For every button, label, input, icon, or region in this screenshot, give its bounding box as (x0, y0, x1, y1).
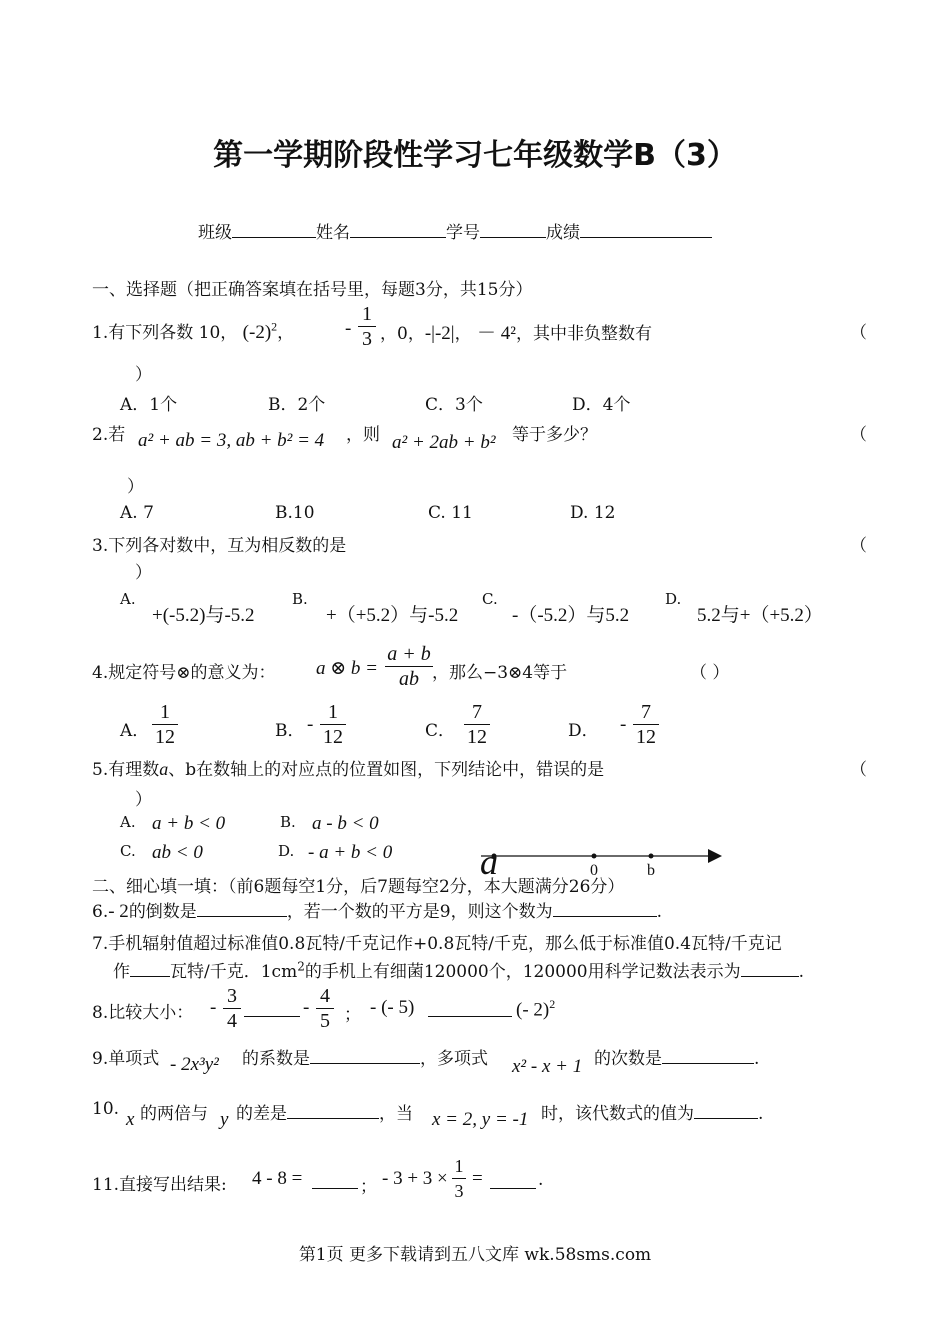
q1-lead: 1.有下列各数 10， (92, 323, 238, 343)
q10-text-2: 的差是 ，当 (236, 1099, 413, 1124)
class-blank[interactable] (232, 219, 316, 238)
q9-lead: 9.单项式 (92, 1049, 160, 1069)
q6-expr: - 2 (108, 901, 129, 922)
point-b-dot (649, 854, 654, 859)
score-blank[interactable] (580, 219, 712, 238)
q3-option-b-label: B. (292, 590, 308, 608)
q3-option-c-label: C. (482, 590, 498, 608)
q4-option-c[interactable]: 7 12 (464, 700, 490, 749)
axis-label-zero: 0 (590, 862, 598, 879)
q1-term-neg2-squared: $(-2)^2$ (242, 319, 278, 343)
q10-condition: x = 2, y = -1 (432, 1109, 529, 1130)
q2-target-expr: a² + 2ab + b² (392, 432, 496, 453)
q10-text-1: 的两倍与 (140, 1104, 208, 1124)
q4-option-d-sign: - (620, 714, 627, 735)
q1-neg4-squared: － 4² (477, 323, 516, 344)
q2-option-c[interactable]: C. 11 (428, 503, 473, 523)
q2-paren-open: （ (850, 425, 867, 445)
q5-option-a[interactable]: a + b < 0 (152, 813, 226, 834)
q11-expr-2: - 3 + 3 × (382, 1168, 448, 1189)
q9-text-2: 的系数是 ，多项式 (242, 1044, 488, 1069)
q2-tail: 等于多少？ (512, 425, 597, 445)
q11-fraction: 1 3 (452, 1154, 466, 1203)
q10-blank-2[interactable] (694, 1100, 758, 1119)
q11-equals: = (472, 1168, 483, 1189)
q5-paren-open: （ (850, 760, 867, 780)
q1-fraction-one-third: 1 3 (358, 302, 376, 351)
q5-option-d[interactable]: - a + b < 0 (308, 842, 393, 863)
axis-label-a: a (480, 842, 498, 882)
q8-sign-2: - (303, 997, 310, 1018)
q3-option-d-label: D. (665, 590, 682, 608)
q5-option-b[interactable]: a - b < 0 (312, 813, 379, 834)
q1-tail: ，0，-|-2|， － 4²，其中非负整数有 (380, 323, 652, 344)
q5-option-b-label: B. (280, 813, 296, 831)
q10-y: y (220, 1109, 229, 1130)
point-zero-dot (592, 854, 597, 859)
q1-option-c[interactable]: C．3个 (425, 395, 483, 415)
q7-line2: 作 瓦特/千克．$1cm^2$的手机上有细菌120000个，120000用科学记数法表示为 . (113, 959, 805, 982)
number-blank[interactable] (480, 219, 546, 238)
q6-blank-1[interactable] (197, 898, 287, 917)
q10-x: x (126, 1109, 135, 1130)
q2-lead: 2.若 (92, 425, 126, 445)
q8-lead: 8.比较大小： (92, 1003, 194, 1023)
q3-lead: 3.下列各对数中，互为相反数的是 (92, 536, 347, 556)
q4-paren: （ ） (690, 663, 730, 683)
number-label: 学号 (446, 223, 480, 243)
q9-blank-2[interactable] (662, 1045, 754, 1064)
q10-lead: 10. (92, 1099, 120, 1119)
page-title: 第一学期阶段性学习七年级数学B（3） (213, 138, 737, 173)
q4-option-a[interactable]: 1 12 (152, 700, 178, 749)
q8-sign-1: - (210, 997, 217, 1018)
name-label: 姓名 (316, 223, 350, 243)
q4-option-c-label: C． (425, 721, 456, 741)
axis-label-b: b (647, 862, 655, 879)
q5-option-c-label: C. (120, 842, 136, 860)
q7-blank-1[interactable] (130, 958, 170, 977)
q5-option-c[interactable]: ab < 0 (152, 842, 203, 863)
q3-option-a[interactable]: +(-5.2)与-5.2 (152, 605, 255, 626)
q3-option-a-label: A. (120, 590, 136, 608)
q11-blank-1[interactable] (312, 1170, 358, 1189)
section1-heading: 一、选择题（把正确答案填在括号里，每题3分，共15分） (92, 280, 533, 300)
q9-monomial: - 2x³y² (170, 1054, 219, 1075)
q2-paren-close: ） (127, 477, 144, 497)
q11-expr-1: 4 - 8 = (252, 1168, 303, 1189)
q4-option-a-label: A． (120, 721, 150, 741)
q9-blank-1[interactable] (310, 1045, 420, 1064)
q3-option-d[interactable]: 5.2与+（+5.2） (697, 605, 823, 626)
q2-option-d[interactable]: D. 12 (570, 503, 616, 523)
q8-expr-1: - (- 5) (370, 997, 415, 1018)
q8-expr-2: (- 2)$^2$ (516, 997, 556, 1021)
q4-tail: ，那么−3⊗4等于 (432, 663, 568, 683)
q11-lead: 11.直接写出结果: (92, 1175, 227, 1195)
q8-fraction-1: 3 4 (223, 984, 241, 1033)
q11-end: . (538, 1170, 544, 1190)
q7-line1: 7.手机辐射值超过标准值0.8瓦特/千克记作+0.8瓦特/千克，那么低于标准值0.4瓦特/千克记 (92, 934, 782, 954)
q8-fraction-2: 4 5 (316, 984, 334, 1033)
q3-option-b[interactable]: +（+5.2）与-5.2 (326, 605, 459, 626)
name-blank[interactable] (350, 219, 446, 238)
q4-option-d[interactable]: 7 12 (633, 700, 659, 749)
q2-option-b[interactable]: B.10 (275, 503, 315, 523)
q6-blank-2[interactable] (553, 898, 657, 917)
q2-option-a[interactable]: A. 7 (120, 503, 154, 523)
q5-paren-close: ） (135, 790, 152, 810)
q10-text-3: 时，该代数式的值为 . (541, 1099, 763, 1124)
q1-option-d[interactable]: D．4个 (572, 395, 631, 415)
q8-semicolon: ； (344, 1005, 361, 1025)
q3-paren-open: （ (850, 536, 867, 556)
q8-blank-2[interactable] (428, 998, 512, 1017)
q4-definition-fraction: a + b ab (385, 642, 433, 691)
page-footer: 第1页 更多下载请到五八文库 wk.58sms.com (298, 1245, 652, 1265)
q3-option-c[interactable]: -（-5.2）与5.2 (512, 605, 630, 626)
q4-lead: 4.规定符号⊗的意义为： (92, 663, 276, 683)
q6-text: 6.- 2的倒数是 ，若一个数的平方是9，则这个数为 . (92, 897, 662, 923)
q5-option-d-label: D. (278, 842, 295, 860)
section2-heading: 二、细心填一填：（前6题每空1分，后7题每空2分，本大题满分26分） (92, 877, 625, 897)
q2-mid: ，则 (346, 425, 380, 445)
q4-option-b-label: B． (275, 721, 305, 741)
q5-option-a-label: A. (120, 813, 136, 831)
q2-condition: a² + ab = 3, ab + b² = 4 (138, 430, 325, 451)
q9-polynomial: x² - x + 1 (512, 1056, 583, 1077)
q7-blank-2[interactable] (741, 958, 799, 977)
q1-option-b[interactable]: B．2个 (268, 395, 326, 415)
score-label: 成绩 (546, 223, 580, 243)
q11-semicolon: ； (360, 1177, 377, 1197)
class-label: 班级 (198, 223, 232, 243)
q9-text-3: 的次数是 . (594, 1044, 759, 1069)
q4-option-b[interactable]: 1 12 (320, 700, 346, 749)
q1-option-a[interactable]: A．1个 (120, 395, 178, 415)
student-info-line (198, 218, 712, 243)
q1-neg-abs: -|-2| (424, 323, 455, 344)
q4-option-d-label: D． (568, 721, 599, 741)
q3-paren-close: ） (135, 563, 152, 583)
q1-text: 1.有下列各数 10， $(-2)^2$， (92, 319, 295, 343)
q10-blank-1[interactable] (287, 1100, 379, 1119)
number-line-arrow (708, 849, 722, 863)
q5-text: 5.有理数a、b在数轴上的对应点的位置如图，下列结论中，错误的是 (92, 759, 605, 780)
q4-option-b-sign: - (307, 714, 314, 735)
q1-paren-open: （ (850, 323, 867, 343)
q4-definition-left: a ⊗ b = (316, 658, 378, 679)
q11-blank-2[interactable] (490, 1170, 536, 1189)
q1-neg-sign: - (345, 318, 352, 339)
q1-paren-close: ） (135, 365, 152, 385)
q8-blank-1[interactable] (244, 998, 300, 1017)
